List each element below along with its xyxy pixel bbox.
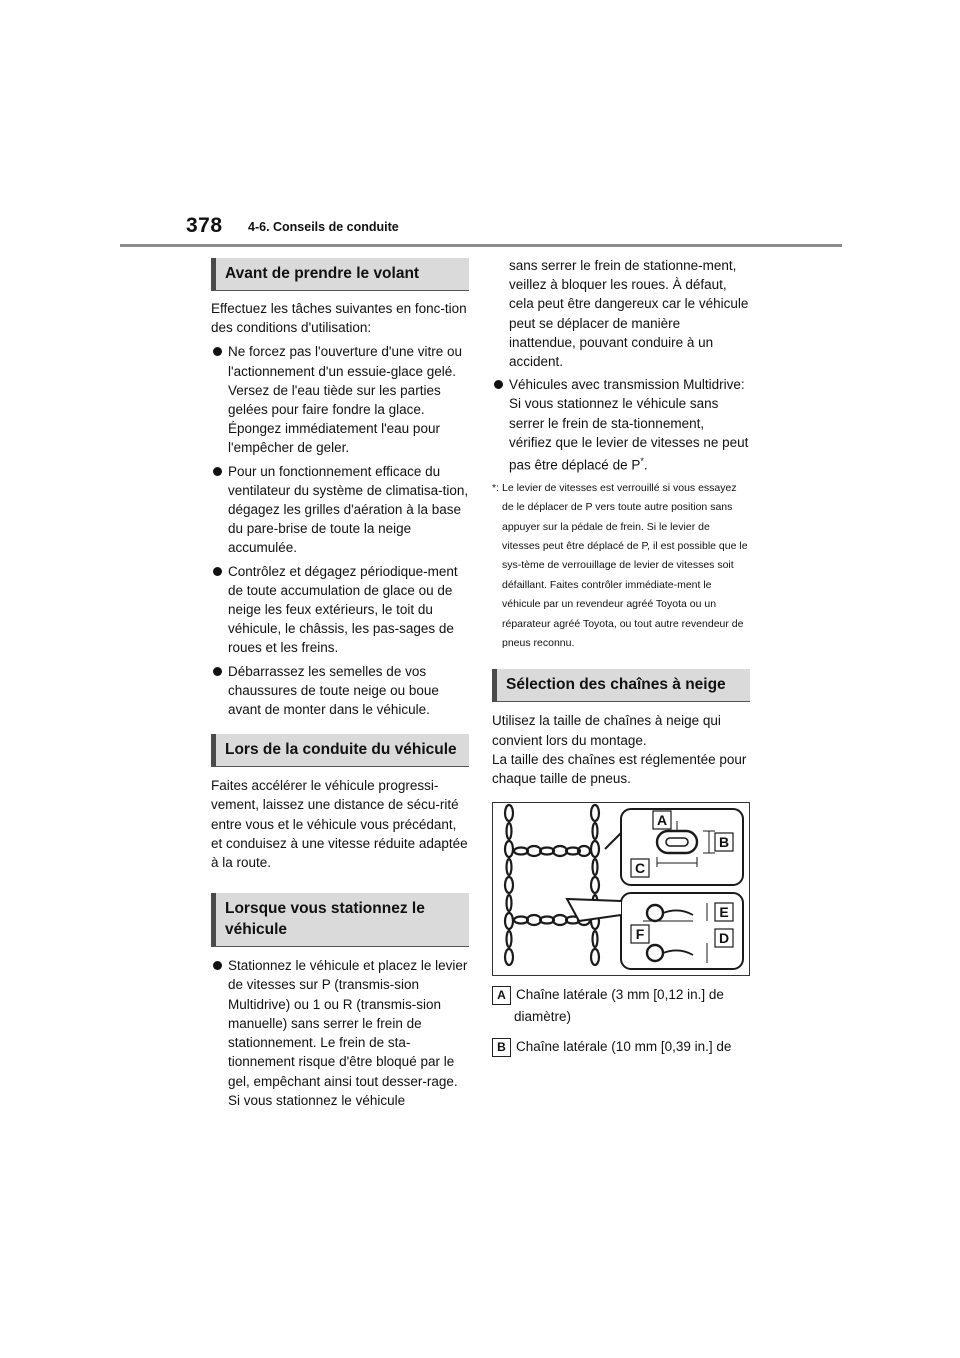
left-column	[211, 258, 469, 1114]
label-f: F	[635, 926, 645, 943]
label-c: C	[634, 860, 646, 877]
bullet-list-multidrive	[492, 375, 750, 475]
bullet-icon	[213, 567, 222, 576]
page-number: 378	[186, 214, 223, 237]
section-title: 4-6. Conseils de conduite	[248, 220, 399, 234]
bullet-icon	[213, 961, 222, 970]
chain-left	[505, 805, 513, 965]
snow-chain-diagram	[493, 803, 749, 975]
bullet-icon	[213, 347, 222, 356]
chain-right	[591, 805, 599, 965]
figure-legend	[492, 984, 750, 1058]
legend-item-a: A Chaîne latérale (3 mm [0,12 in.] de diamètre)	[492, 984, 750, 1028]
label-d: D	[718, 930, 730, 947]
list-item: Débarrassez les semelles de vos chaussures de toute neige ou boue avant de monter dans le véhicule.	[211, 662, 469, 720]
intro-paragraph: Effectuez les tâches suivantes en fonc-tion des conditions d'utilisation:	[211, 301, 467, 336]
legend-key-b: B	[492, 1038, 511, 1057]
header-rule	[120, 244, 842, 247]
footnote-text: Le levier de vitesses est verrouillé si vous essayez de le déplacer de P vers toute autre position sans appuyer sur la pédale de frein. Si le levier de vitesses peut être déplacé de P, il est possible que le sys-tème de verrouillage de levier de vitesses soit défaillant. Faites contrôler immédiate-ment le véhicule par un revendeur agréé Toyota ou un réparateur agréé Toyota, ou tout autre revendeur de pneus reconnu.	[502, 481, 748, 649]
heading-avant-volant: Avant de prendre le volant	[211, 258, 469, 291]
footnote-mark: *:	[492, 481, 500, 494]
bullet-icon	[494, 380, 503, 389]
list-item: Contrôlez et dégagez périodique-ment de toute accumulation de glace ou de neige les feux extérieurs, le toit du véhicule, le châssis, les pas-sages de roues et les freins.	[211, 562, 469, 658]
label-b: B	[718, 834, 730, 851]
list-item: Véhicules avec transmission Multidrive: Si vous stationnez le véhicule sans serrer le frein de sta-tionnement, vérifiez que le levier de vitesses ne peut pas être déplacé de P*.	[492, 375, 750, 475]
heading-chaines: Sélection des chaînes à neige	[492, 669, 750, 702]
heading-conduite: Lors de la conduite du véhicule	[211, 734, 469, 767]
chains-paragraph-2: La taille des chaînes est réglementée pour chaque taille de pneus.	[492, 751, 747, 786]
driving-paragraph: Faites accélérer le véhicule progressi-vement, laissez une distance de sécu-rité entre vous et le véhicule vous précédant, et conduisez à une vitesse réduite adaptée à la route.	[211, 778, 468, 871]
snow-chain-figure	[492, 802, 750, 976]
parking-continuation: sans serrer le frein de stationne-ment, veillez à bloquer les roues. À défaut, cela peut être dangereux car le véhicule peut se déplacer de manière inattendue, pouvant conduire à un accident.	[509, 258, 749, 370]
right-column	[492, 256, 750, 1066]
list-item: Ne forcez pas l'ouverture d'une vitre ou l'actionnement d'un essuie-glace gelé. Versez de l'eau tiède sur les parties gelées pour faire fondre la glace. Épongez immédiatement l'eau pour l'empêcher de geler.	[211, 342, 469, 457]
bullet-icon	[213, 467, 222, 476]
bullet-list-preparation	[211, 342, 469, 719]
chain-cross-top	[514, 846, 590, 856]
bullet-list-parking	[211, 956, 469, 1110]
list-item: Pour un fonctionnement efficace du ventilateur du système de climatisa-tion, dégagez les grilles d'aération à la base du pare-brise de toute la neige accumulée.	[211, 462, 469, 558]
chains-paragraph-1: Utilisez la taille de chaînes à neige qui convient lors du montage.	[492, 713, 721, 748]
label-e: E	[719, 904, 729, 921]
legend-item-b: B Chaîne latérale (10 mm [0,39 in.] de	[492, 1036, 750, 1058]
legend-key-a: A	[492, 986, 511, 1005]
heading-stationnement: Lorsque vous stationnez le véhicule	[211, 893, 469, 947]
footnote	[492, 479, 750, 654]
label-a: A	[656, 812, 668, 829]
list-item: Stationnez le véhicule et placez le levier de vitesses sur P (transmis-sion Multidrive) ou 1 ou R (transmis-sion manuelle) sans serrer le frein de stationnement. Le frein de sta-tionnement risque d'être bloqué par le gel, empêchant ainsi tout desser-rage. Si vous stationnez le véhicule	[211, 956, 469, 1110]
footnote-reference: *	[640, 456, 644, 467]
bullet-icon	[213, 667, 222, 676]
